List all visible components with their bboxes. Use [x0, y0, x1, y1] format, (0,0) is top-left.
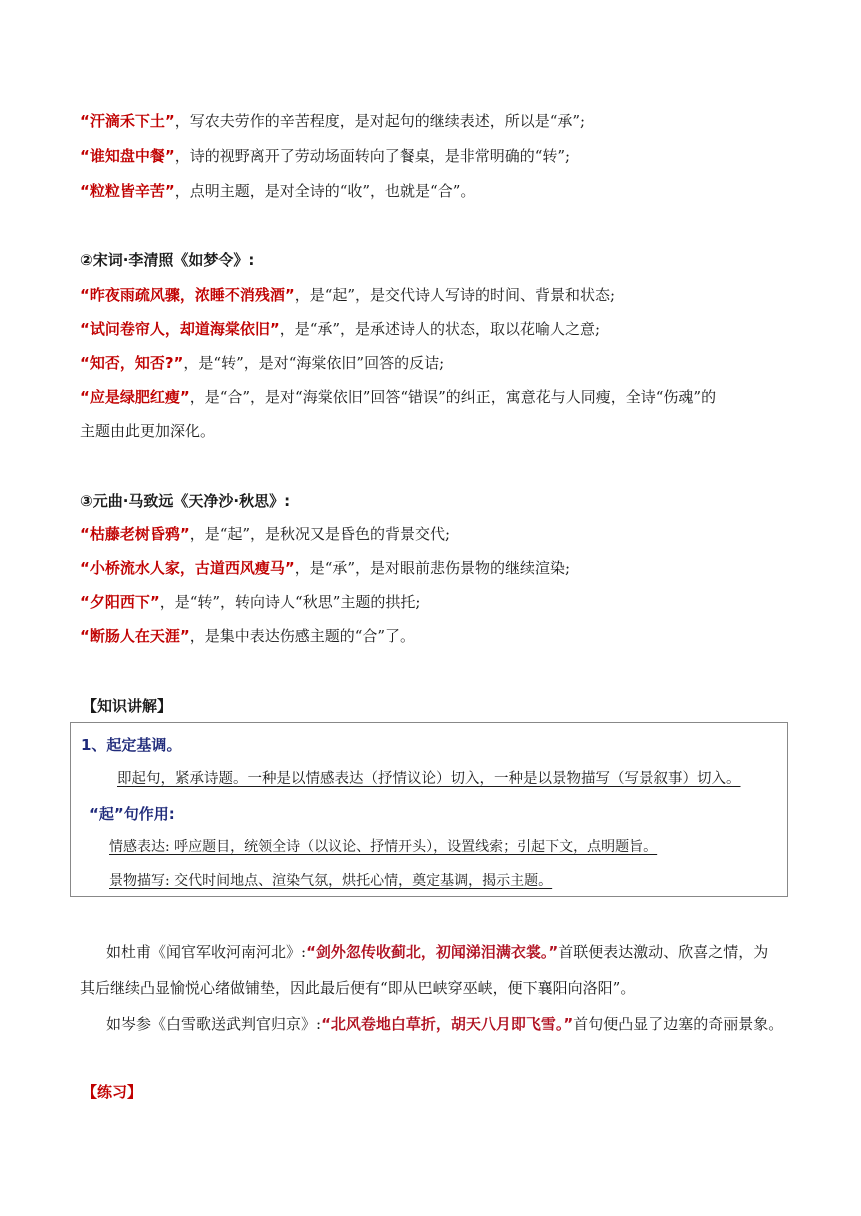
- explanation-line: [80, 111, 585, 131]
- example-paragraph: [106, 1014, 783, 1034]
- explanation-text: ，是“承”，是承述诗人的状态，取以花喻人之意;: [279, 320, 601, 338]
- box-line: 即起句，紧承诗题。一种是以情感表达（抒情议论）切入，一种是以景物描写（写景叙事）切入。: [117, 771, 741, 787]
- knowledge-box: [70, 722, 788, 897]
- explanation-text: ，诗的视野离开了劳动场面转向了餐桌，是非常明确的“转”;: [174, 147, 571, 165]
- poem-quote: “剑外忽传收蓟北，初闻涕泪满衣裳。”: [306, 943, 559, 961]
- explanation-line: [80, 146, 570, 166]
- poem-quote: “粒粒皆辛苦”: [80, 182, 175, 200]
- explanation-line: 主题由此更加深化。: [80, 422, 216, 440]
- box-title: 1、起定基调。: [81, 736, 182, 754]
- explanation-line: [80, 181, 475, 201]
- poem-quote: “汗滴禾下土”: [80, 112, 175, 130]
- poem-quote: “夕阳西下”: [80, 593, 160, 611]
- section-heading: ③元曲·马致远《天净沙·秋思》:: [80, 492, 291, 510]
- poem-quote: “应是绿肥红瘦”: [80, 388, 190, 406]
- poem-quote: “知否，知否?”: [80, 354, 184, 372]
- example-text: 如杜甫《闻官军收河南河北》:: [106, 943, 307, 961]
- explanation-text: ，点明主题，是对全诗的“收”，也就是“合”。: [174, 182, 476, 200]
- example-text: 首联便表达激动、欣喜之情，为: [558, 943, 769, 961]
- explanation-line: [80, 285, 615, 305]
- box-line: 情感表达: 呼应题目，统领全诗（以议论、抒情开头），设置线索；引起下文，点明题旨。: [109, 839, 658, 855]
- explanation-text: ，是“合”，是对“海棠依旧”回答“错误”的纠正，寓意花与人同瘦，全诗“伤魂”的: [189, 388, 717, 406]
- explanation-line: [80, 558, 570, 578]
- section-heading: ②宋词·李清照《如梦令》:: [80, 251, 255, 269]
- explanation-line: [80, 319, 600, 339]
- explanation-line: [80, 626, 415, 646]
- example-paragraph: 其后继续凸显愉悦心绪做铺垫，因此最后便有“即从巴峡穿巫峡，便下襄阳向洛阳”。: [80, 979, 636, 997]
- explanation-text: ，是“起”，是秋况又是昏色的背景交代;: [189, 525, 451, 543]
- knowledge-heading: 【知识讲解】: [82, 697, 173, 715]
- practice-heading: 【练习】: [82, 1083, 143, 1101]
- example-text: 如岑参《白雪歌送武判官归京》:: [106, 1015, 322, 1033]
- explanation-line: [80, 592, 420, 612]
- poem-quote: “昨夜雨疏风骤，浓睡不消残酒”: [80, 286, 295, 304]
- explanation-line: [80, 387, 716, 407]
- box-subtitle: “起”句作用:: [89, 805, 175, 823]
- explanation-line: [80, 524, 450, 544]
- poem-quote: “断肠人在天涯”: [80, 627, 190, 645]
- poem-quote: “枯藤老树昏鸦”: [80, 525, 190, 543]
- box-line: 景物描写: 交代时间地点、渲染气氛，烘托心情，奠定基调，揭示主题。: [109, 873, 553, 889]
- poem-quote: “谁知盘中餐”: [80, 147, 175, 165]
- explanation-text: ，写农夫劳作的辛苦程度，是对起句的继续表述，所以是“承”;: [174, 112, 586, 130]
- poem-quote: “小桥流水人家，古道西风瘦马”: [80, 559, 295, 577]
- poem-quote: “北风卷地白草折，胡天八月即飞雪。”: [321, 1015, 574, 1033]
- poem-quote: “试问卷帘人，却道海棠依旧”: [80, 320, 280, 338]
- explanation-line: [80, 353, 444, 373]
- explanation-text: ，是“承”，是对眼前悲伤景物的继续渲染;: [294, 559, 571, 577]
- explanation-text: ，是“转”，转向诗人“秋思”主题的拱托;: [159, 593, 421, 611]
- explanation-text: ，是“起”，是交代诗人写诗的时间、背景和状态;: [294, 286, 616, 304]
- example-text: 首句便凸显了边塞的奇丽景象。: [573, 1015, 784, 1033]
- example-paragraph: [106, 942, 768, 962]
- explanation-text: ，是集中表达伤感主题的“合”了。: [189, 627, 416, 645]
- explanation-text: ，是“转”，是对“海棠依旧”回答的反诘;: [183, 354, 445, 372]
